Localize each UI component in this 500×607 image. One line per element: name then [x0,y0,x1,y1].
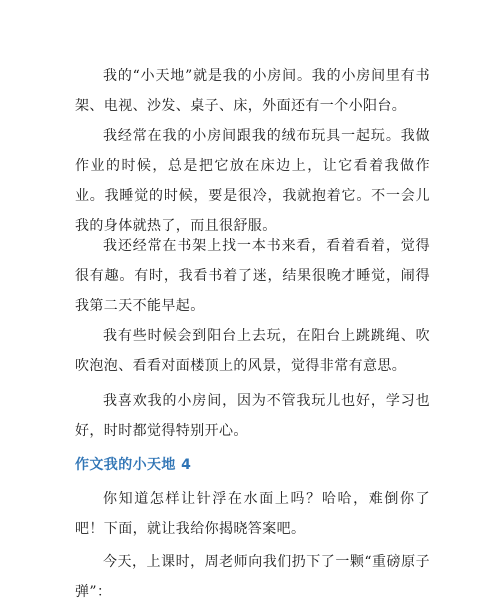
body-paragraph: 我经常在我的小房间跟我的绒布玩具一起玩。我做作业的时候，总是把它放在床边上，让它看着我做作业。我睡觉的时候，要是很冷，我就抱着它。不一会儿我的身体就热了，而且很舒服。 [75,128,430,234]
body-paragraph: 我还经常在书架上找一本书来看，看着看着，觉得很有趣。有时，我看书着了迷，结果很晚才睡觉，闹得我第二天不能早起。 [75,238,430,314]
body-paragraph: 我有些时候会到阳台上去玩，在阳台上跳跳绳、吹吹泡泡、看看对面楼顶上的风景，觉得非常有意思。 [75,328,430,374]
body-paragraph: 你知道怎样让针浮在水面上吗？哈哈，难倒你了吧！下面，就让我给你揭晓答案吧。 [75,491,430,537]
body-paragraph: 我的“小天地”就是我的小房间。我的小房间里有书架、电视、沙发、桌子、床，外面还有一个小阳台。 [75,68,430,114]
body-paragraph: 我喜欢我的小房间，因为不管我玩儿也好，学习也好，时时都觉得特别开心。 [75,393,430,439]
body-paragraph: 今天，上课时，周老师向我们扔下了一颗“重磅原子弹”： [75,554,430,600]
section-heading: 作文我的小天地 4 [75,457,192,473]
